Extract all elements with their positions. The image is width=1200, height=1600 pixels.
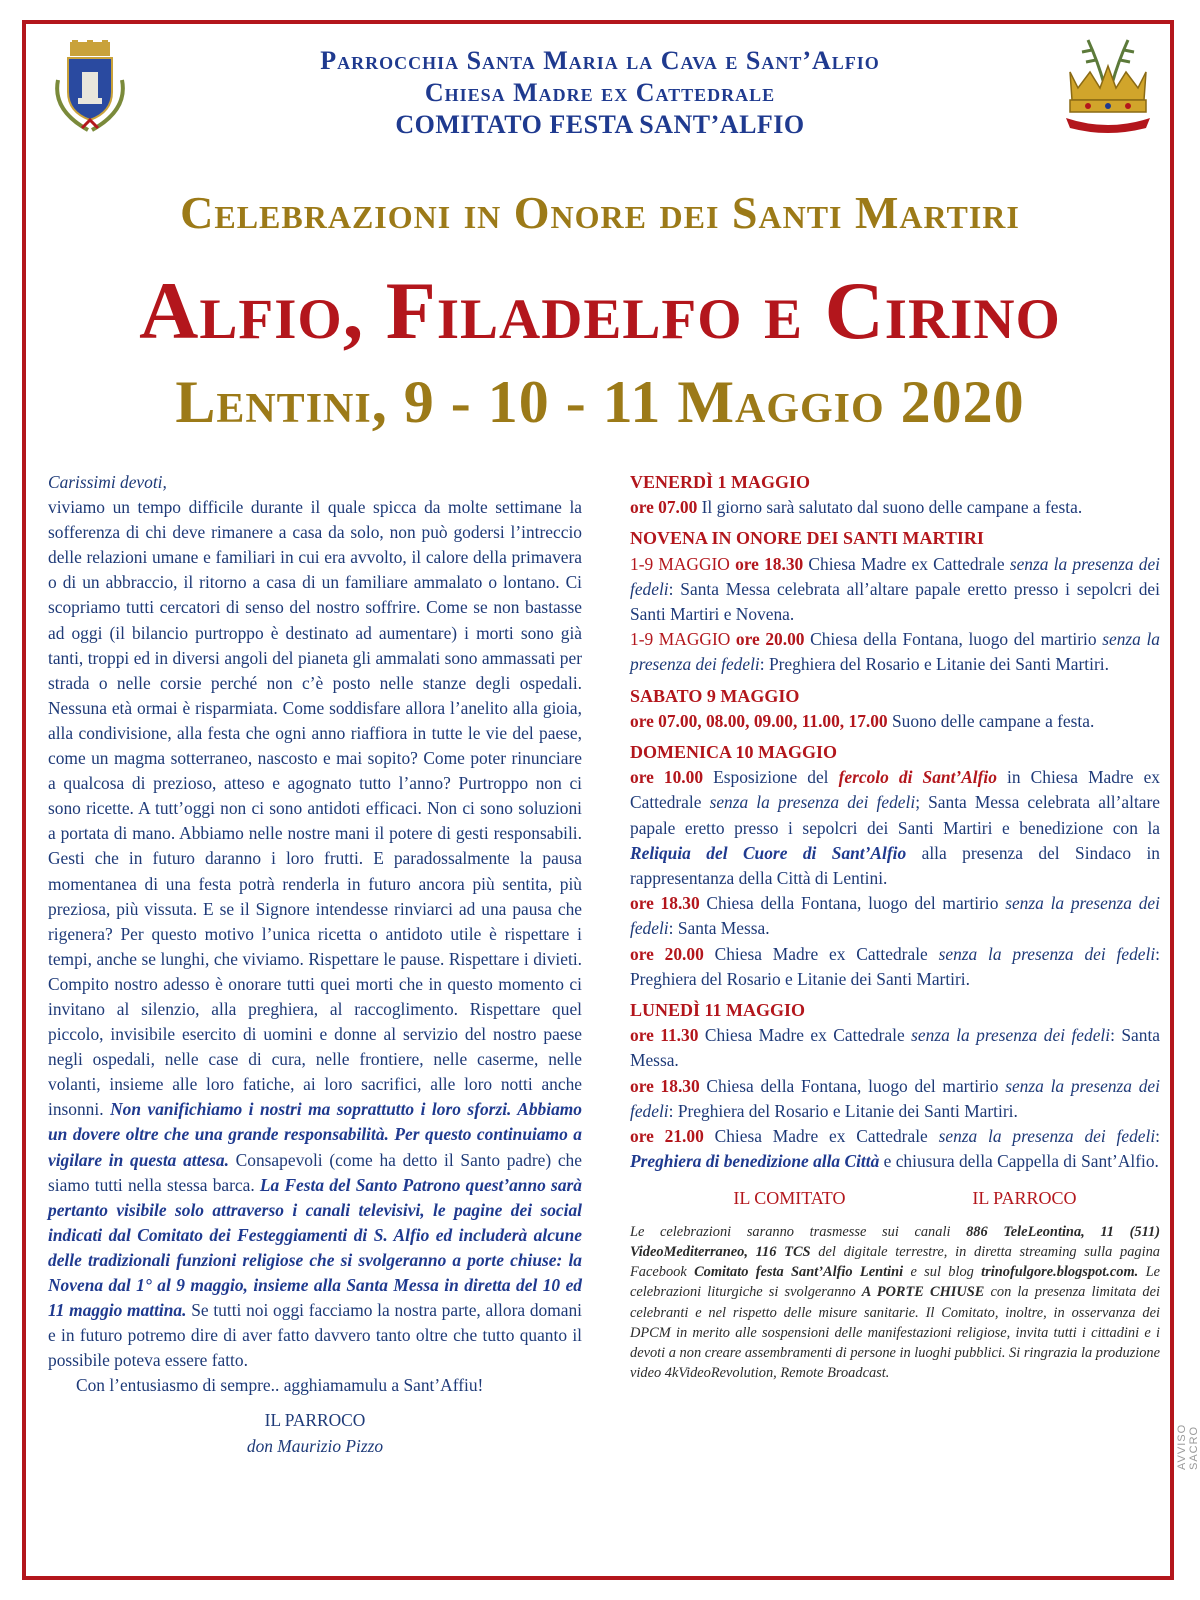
broadcast-note: Le celebrazioni saranno trasmesse sui canali 886 TeleLeontina, 11 (511) VideoMediterraneo, 116 TCS del digitale terrestre, in diretta streaming sulla pagina Facebook Comitato festa Sant’Alfio Lentini e sul blog trinofulgore.blogspot.com. Le celebrazioni liturgiche si svolgeranno A PORTE CHIUSE con la presenza limitata dei celebranti e nel rispetto delle misure sanitarie. Il Comitato, inoltre, in osservanza dei DPCM in merito alle sospensioni delle manifestazioni religiose, invita tutti i cittadini e i devoti a non creare assembramenti di persone in luoghi pubblici. Si ringrazia la produzione video 4kVideoRevolution, Remote Broadcast. [630,1223,1161,1382]
letter [48,470,582,1459]
signature-role: IL PARROCO [264,1410,366,1431]
church-name: Chiesa Madre ex Cattedrale [424,78,776,107]
parish-name: Parrocchia Santa Maria la Cava e Sant’Alfio [320,46,880,75]
letter-closing: Con l’entusiasmo di sempre.. agghiamamulu a Sant’Affiu! [76,1375,484,1396]
committee-name: COMITATO FESTA SANT’ALFIO [395,110,805,139]
program-entry: ore 07.00, 08.00, 09.00, 11.00, 17.00 Suono delle campane a festa. [630,710,1095,731]
program-entry: ore 18.30 Chiesa della Fontana, luogo del martirio senza la presenza dei fedeli: Preghiera del Rosario e Litanie dei Santi Martiri. [630,1075,1160,1121]
side-label: AVVISO SACRO [1176,1423,1200,1470]
program-entry: ore 18.30 Chiesa della Fontana, luogo del martirio senza la presenza dei fedeli: Santa Messa. [630,893,1160,939]
title-line-2: Alfio, Filadelfo e Cirino [139,265,1061,356]
day-title: DOMENICA 10 MAGGIO [630,742,837,763]
letter-greeting: Carissimi devoti, [48,472,167,492]
letter-body [48,495,582,1373]
day-title: VENERDÌ 1 MAGGIO [630,472,811,492]
novena-title: NOVENA IN ONORE DEI SANTI MARTIRI [630,528,984,549]
day-title: SABATO 9 MAGGIO [630,685,800,706]
program-entry: ore 11.30 Chiesa Madre ex Cattedrale senza la presenza dei fedeli: Santa Messa. [630,1025,1160,1071]
program-entry: ore 21.00 Chiesa Madre ex Cattedrale senza la presenza dei fedeli: Preghiera di benedizione alla Città e chiusura della Cappella di Sant’Alfio. [630,1126,1161,1172]
letter-bold-1: Non vanifichiamo i nostri ma soprattutto i loro sforzi. Abbiamo un dovere oltre che una grande responsabilità. Per questo continuiamo a vigilare in questa attesa. [48,1099,582,1170]
program-entry: 1-9 MAGGIO ore 20.00 Chiesa della Fontana, luogo del martirio senza la presenza dei fedeli: Preghiera del Rosario e Litanie dei Santi Martiri. [630,629,1160,675]
signature-parish-priest: IL PARROCO [972,1188,1077,1209]
program [630,470,1160,1383]
letter-signature [48,1408,582,1458]
title-line-1: Celebrazioni in Onore dei Santi Martiri [180,187,1020,238]
title-line-3: Lentini, 9 - 10 - 11 Maggio 2020 [175,369,1025,435]
letter-body-2: Consapevoli (come ha detto il Santo padre) che siamo tutti nella stessa barca. [48,1149,582,1195]
letter-body-3: Se tutti noi oggi facciamo la nostra parte, allora domani e in futuro potremo dire di aver fatto davvero tanto oltre che tutto quanto il possibile poteva essere fatto. [48,1300,582,1371]
signature-committee: IL COMITATO [733,1188,846,1209]
program-entry: ore 20.00 Chiesa Madre ex Cattedrale senza la presenza dei fedeli: Preghiera del Rosario e Litanie dei Santi Martiri. [630,943,1161,989]
program-entry: 1-9 MAGGIO ore 18.30 Chiesa Madre ex Cattedrale senza la presenza dei fedeli: Santa Messa celebrata all’altare papale eretto presso i sepolcri dei Santi Martiri e Novena. [630,553,1161,625]
letter-body-1: viviamo un tempo difficile durante il quale spicca da molte settimane la sofferenza di chi deve rimanere a casa da solo, non può godersi l’intreccio delle relazioni umane e familiari in cui era avvolto, il calore della primavera o di un abbraccio, il ritorno a casa di un familiare ammalato o lontano. Ci scopriamo tutti cercatori di senso del nostro soffrire. Come se non bastasse ad oggi (il bilancio purtroppo è destinato ad aumentare) i morti sono già tanti, troppi ed in diversi angoli del pianeta gli ammalati sono ammassati per strada o nelle corsie perché non c’è posto nelle stanze degli ospedali. Nessuna età ormai è risparmiata. Come soddisfare allora l’anelito alla gioia, alla condivisione, alla festa che ogni anno riaffiora in tutte le vie del paese, come un magma sotterraneo, nascosto e mai sopito? Come poter rinunciare a qualcosa di prezioso, atteso e agognato tutto l’anno? Purtroppo non ci sono ricette. A tutt’oggi non ci sono antidoti efficaci. Non ci sono soluzioni a portata di mano. Abbiamo nelle nostre mani il potere di gesti responsabili. Gesti che in futuro daranno i loro frutti. E paradossalmente la pausa momentanea di una festa potrà renderla in futuro ancora più sentita, più preziosa, più vissuta. E se il Signore intendesse rinviarci ad una pausa che rigenera? Per questo motivo l’unica ricetta o antidoto utile è rispettare i tempi, anche se lunghi, che viviamo. Rispettare le pause. Rispettare i divieti. Compito nostro adesso è onorare tutti quei morti che in questo momento ci invitano al silenzio, alla preghiera, al raccoglimento. Rispettare quel piccolo, invisibile esercito di uomini e donne al servizio del nostro paese negli ospedali, nelle case di cura, nelle frontiere, nelle caserme, nelle volanti, insieme alle loro fatiche, ai loro sacrifici, alle loro notti anche insonni. [48,497,582,1120]
program-signatures [630,1186,1160,1211]
day-title: LUNEDÌ 11 MAGGIO [630,1000,806,1021]
program-entry: ore 10.00 Esposizione del fercolo di Sant’Alfio in Chiesa Madre ex Cattedrale senza la presenza dei fedeli; Santa Messa celebrata all’altare papale eretto presso i sepolcri dei Santi Martiri e benedizione con la Reliquia del Cuore di Sant’Alfio alla presenza del Sindaco in rappresentanza della Città di Lentini. [630,767,1161,889]
letter-bold-2: La Festa del Santo Patrono quest’anno sarà pertanto visibile solo attraverso i canali televisivi, le pagine dei social indicati dal Comitato dei Festeggiamenti di S. Alfio ed includerà alcune delle tradizionali funzioni religiose che si svolgeranno a porte chiuse: la Novena dal 1° al 9 maggio, insieme alla Santa Messa in diretta del 10 ed 11 maggio mattina. [48,1174,582,1321]
program-entry: ore 07.00 Il giorno sarà salutato dal suono delle campane a festa. [630,497,1083,518]
signature-name: don Maurizio Pizzo [246,1435,384,1456]
header [0,46,1200,140]
